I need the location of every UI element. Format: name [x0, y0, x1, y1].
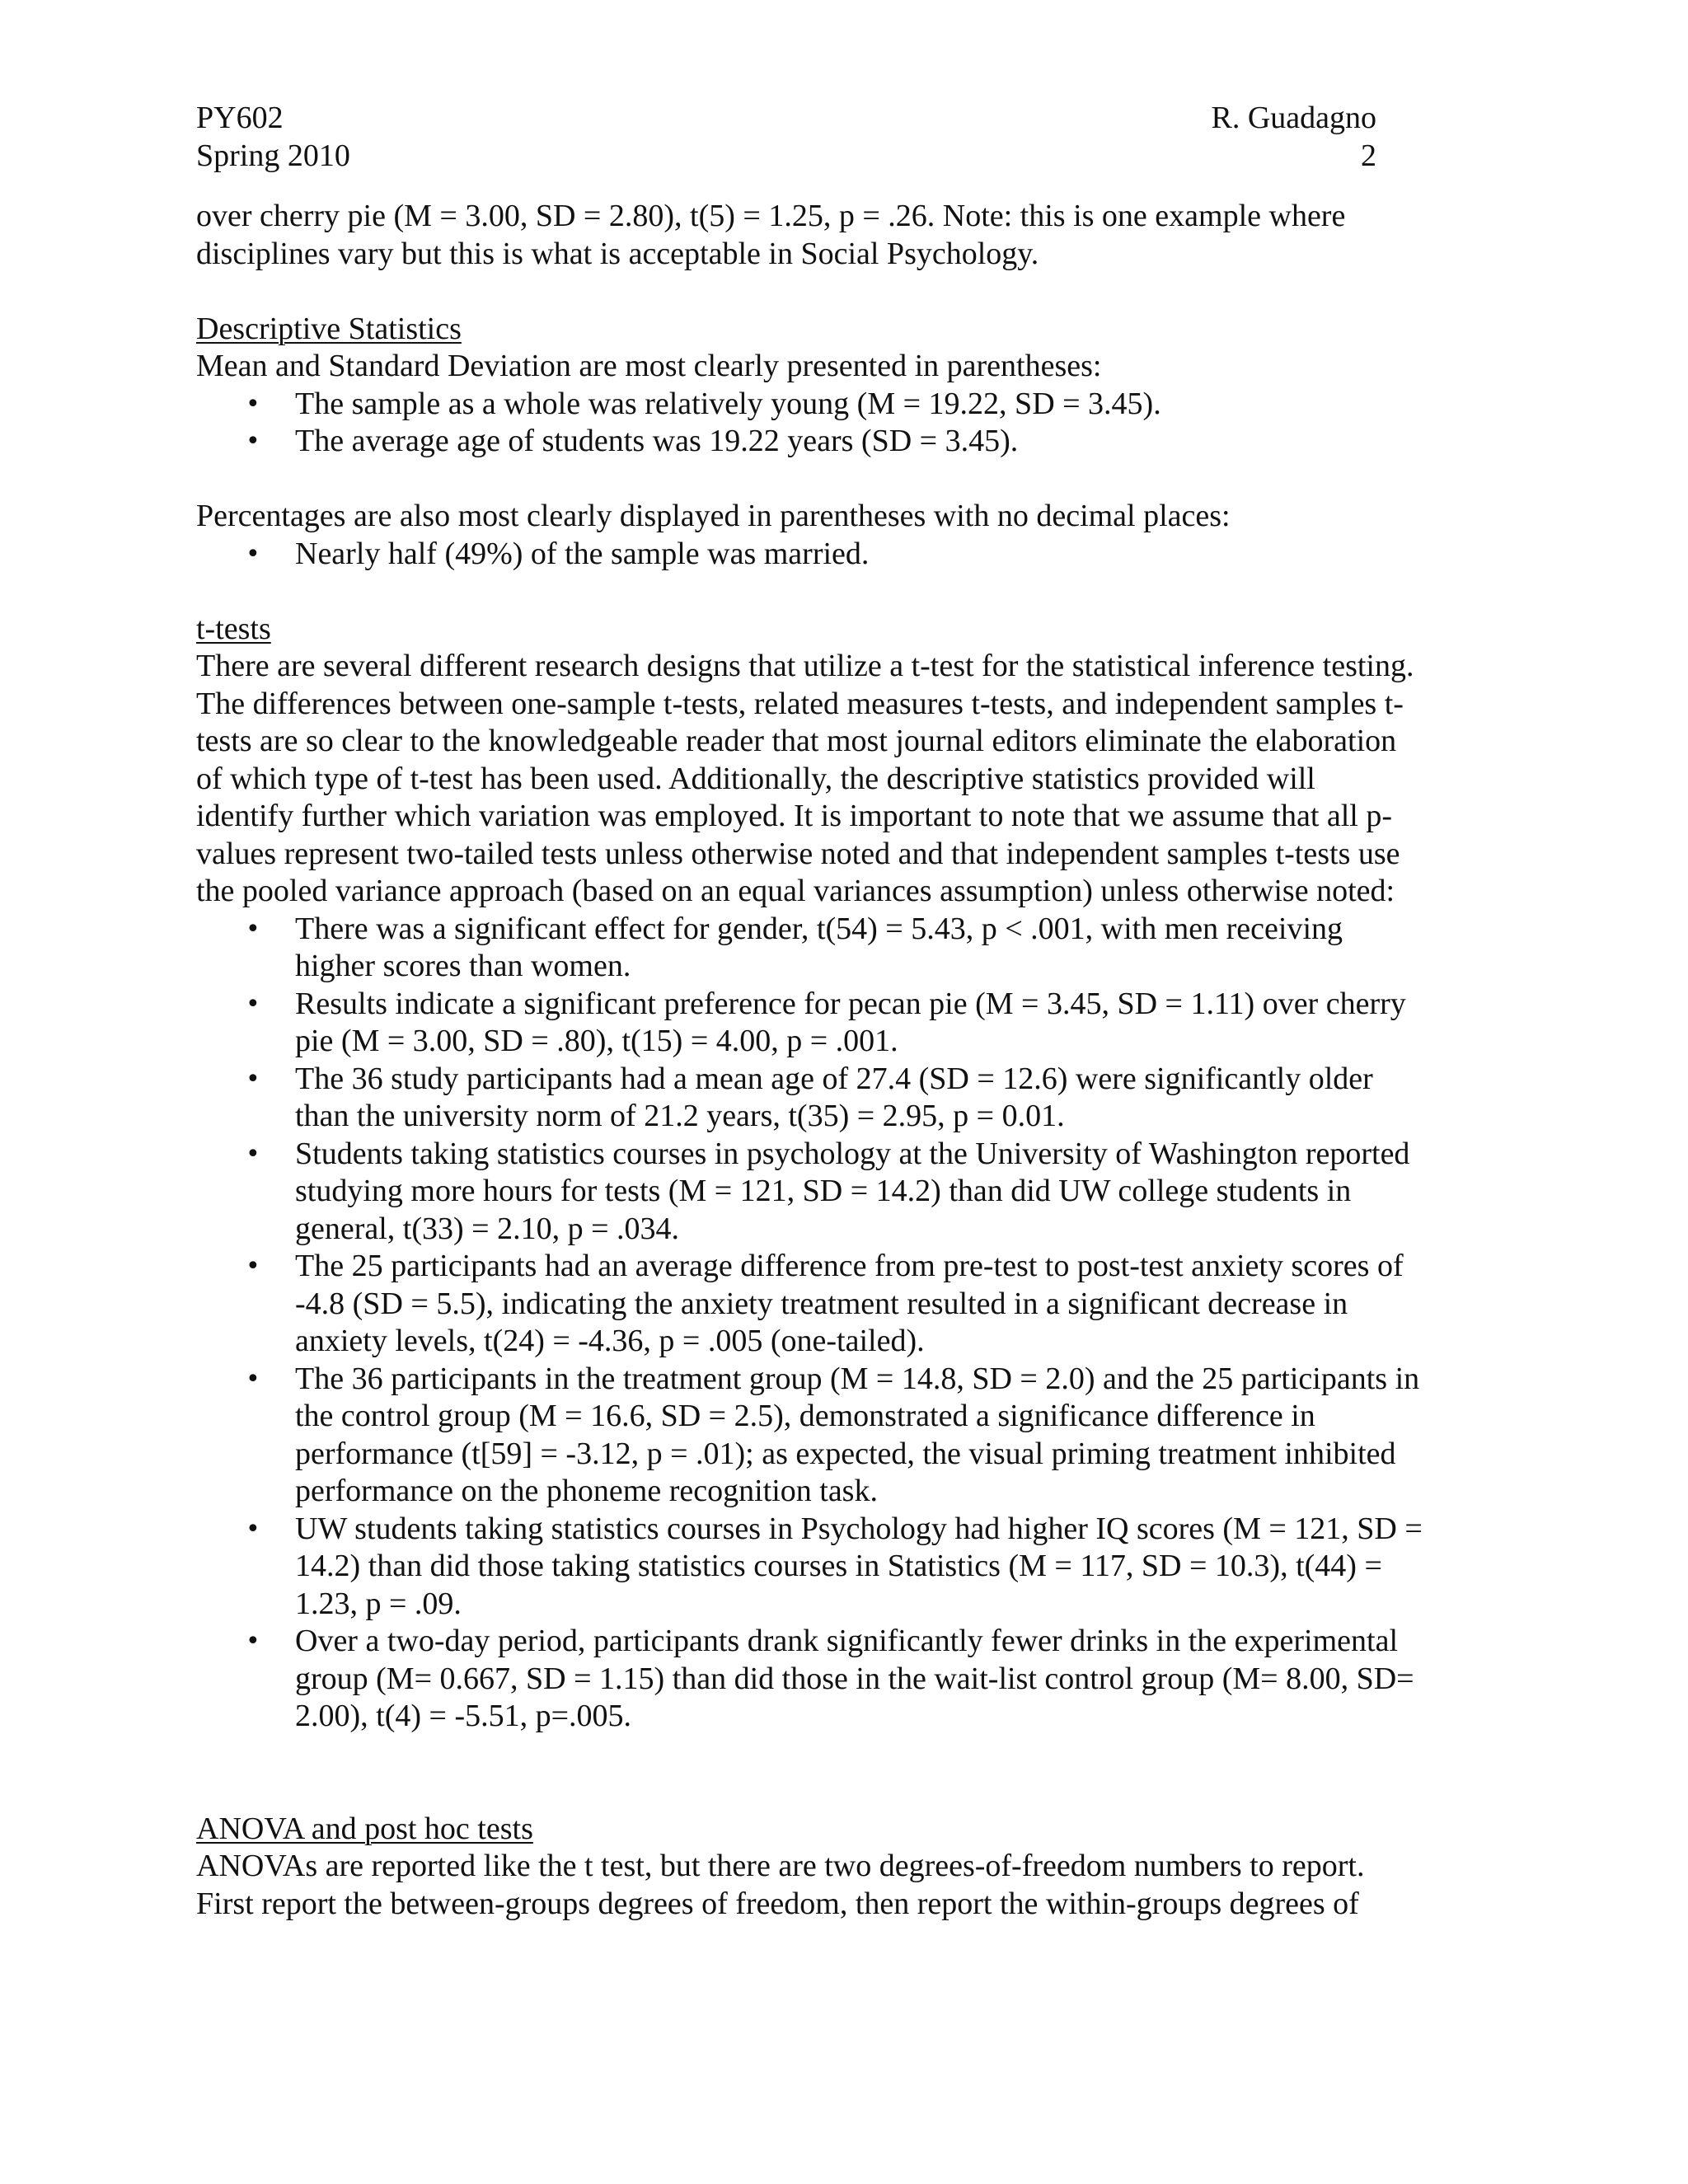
document-body [196, 198, 1498, 1923]
bullet-text: The sample as a whole was relatively young (M = 19.22, SD = 3.45). [295, 386, 1161, 421]
bullet-text: 1.23, p = .09. [295, 1586, 462, 1621]
body-line: Percentages are also most clearly displayed in parentheses with no decimal places: [196, 499, 1231, 533]
spacer [196, 461, 1498, 499]
section-heading-descriptive: Descriptive Statistics [196, 311, 462, 346]
bullet-text: studying more hours for tests (M = 121, SD = 14.2) than did UW college students in [295, 1174, 1352, 1208]
bullet-item [196, 1511, 1498, 1624]
page-header [196, 99, 1376, 175]
header-row-1 [196, 99, 1376, 137]
bullet-item [196, 1248, 1498, 1361]
section-heading-ttests: t-tests [196, 611, 271, 646]
bullet-item [196, 1361, 1498, 1511]
bullet-text: UW students taking statistics courses in Psychology had higher IQ scores (M = 121, SD = [295, 1511, 1423, 1546]
bullet-text: 2.00), t(4) = -5.51, p=.005. [295, 1699, 632, 1733]
bullet-text: The 25 participants had an average difference from pre-test to post-test anxiety scores of [295, 1249, 1404, 1283]
body-line: over cherry pie (M = 3.00, SD = 2.80), t(5) = 1.25, p = .26. Note: this is one example where [196, 199, 1346, 233]
bullet-icon: • [246, 1364, 260, 1394]
bullet-text: The 36 participants in the treatment group (M = 14.8, SD = 2.0) and the 25 participants in [295, 1361, 1420, 1396]
bullet-text: performance (t[59] = -3.12, p = .01); as expected, the visual priming treatment inhibited [295, 1436, 1396, 1471]
header-row-2 [196, 137, 1376, 175]
course-code: PY602 [196, 101, 284, 135]
bullet-text: group (M= 0.667, SD = 1.15) than did those in the wait-list control group (M= 8.00, SD= [295, 1661, 1414, 1696]
bullet-item [196, 911, 1498, 986]
bullet-icon: • [246, 1514, 260, 1544]
bullet-text: There was a significant effect for gender, t(54) = 5.43, p < .001, with men receiving [295, 911, 1343, 946]
spacer [196, 1736, 1498, 1811]
body-line: Mean and Standard Deviation are most clearly presented in parentheses: [196, 349, 1102, 383]
bullet-text: performance on the phoneme recognition task. [295, 1474, 878, 1508]
bullet-text: Nearly half (49%) of the sample was married. [295, 536, 870, 571]
bullet-icon: • [246, 1139, 260, 1169]
body-line: The differences between one-sample t-tests, related measures t-tests, and independent samples t- [196, 686, 1404, 721]
bullet-icon: • [246, 914, 260, 944]
bullet-text: -4.8 (SD = 5.5), indicating the anxiety treatment resulted in a significant decrease in [295, 1286, 1348, 1321]
page-number: 2 [1361, 138, 1376, 173]
body-line: identify further which variation was employed. It is important to note that we assume that all p- [196, 799, 1393, 833]
body-line: ANOVAs are reported like the t test, but there are two degrees-of-freedom numbers to report. [196, 1849, 1365, 1883]
bullet-icon: • [246, 427, 260, 456]
bullet-text: The average age of students was 19.22 years (SD = 3.45). [295, 424, 1019, 458]
bullet-text: pie (M = 3.00, SD = .80), t(15) = 4.00, p = .001. [295, 1024, 898, 1058]
body-line: First report the between-groups degrees of freedom, then report the within-groups degrees of [196, 1886, 1359, 1921]
bullet-icon: • [246, 989, 260, 1019]
bullet-item [196, 536, 1498, 574]
bullet-text: than the university norm of 21.2 years, t(35) = 2.95, p = 0.01. [295, 1099, 1065, 1133]
bullet-item [196, 386, 1498, 424]
body-line: values represent two-tailed tests unless otherwise noted and that independent samples t-tests use [196, 836, 1400, 871]
bullet-item [196, 1623, 1498, 1736]
author-name: R. Guadagno [1211, 101, 1376, 135]
spacer [196, 273, 1498, 311]
bullet-text: Results indicate a significant preference for pecan pie (M = 3.45, SD = 1.11) over cherry [295, 986, 1406, 1021]
spacer [196, 573, 1498, 611]
bullet-text: the control group (M = 16.6, SD = 2.5), demonstrated a significance difference in [295, 1399, 1315, 1433]
ttest-bullet-list [196, 911, 1498, 1736]
bullet-icon: • [246, 539, 260, 569]
bullet-text: general, t(33) = 2.10, p = .034. [295, 1211, 680, 1246]
term: Spring 2010 [196, 138, 350, 173]
bullet-icon: • [246, 1064, 260, 1094]
bullet-item [196, 1061, 1498, 1136]
percent-bullet-list [196, 536, 1498, 574]
body-line: of which type of t-test has been used. Additionally, the descriptive statistics provided will [196, 761, 1315, 796]
bullet-text: anxiety levels, t(24) = -4.36, p = .005 (one-tailed). [295, 1324, 925, 1358]
bullet-text: 14.2) than did those taking statistics courses in Statistics (M = 117, SD = 10.3), t(44) = [295, 1549, 1382, 1583]
body-line: the pooled variance approach (based on an equal variances assumption) unless otherwise noted: [196, 874, 1395, 908]
section-heading-anova: ANOVA and post hoc tests [196, 1811, 533, 1846]
bullet-icon: • [246, 1252, 260, 1281]
bullet-icon: • [246, 389, 260, 419]
descriptive-bullet-list [196, 386, 1498, 461]
bullet-text: The 36 study participants had a mean age of 27.4 (SD = 12.6) were significantly older [295, 1061, 1373, 1096]
bullet-text: Over a two-day period, participants drank significantly fewer drinks in the experimental [295, 1624, 1398, 1658]
bullet-item [196, 986, 1498, 1061]
bullet-item [196, 1136, 1498, 1249]
body-line: tests are so clear to the knowledgeable reader that most journal editors eliminate the elaboration [196, 724, 1397, 758]
body-line: disciplines vary but this is what is acceptable in Social Psychology. [196, 236, 1039, 271]
bullet-text: higher scores than women. [295, 949, 631, 983]
bullet-text: Students taking statistics courses in psychology at the University of Washington reported [295, 1136, 1410, 1171]
bullet-icon: • [246, 1627, 260, 1656]
bullet-item [196, 423, 1498, 461]
body-line: There are several different research designs that utilize a t-test for the statistical inference testing. [196, 649, 1414, 683]
